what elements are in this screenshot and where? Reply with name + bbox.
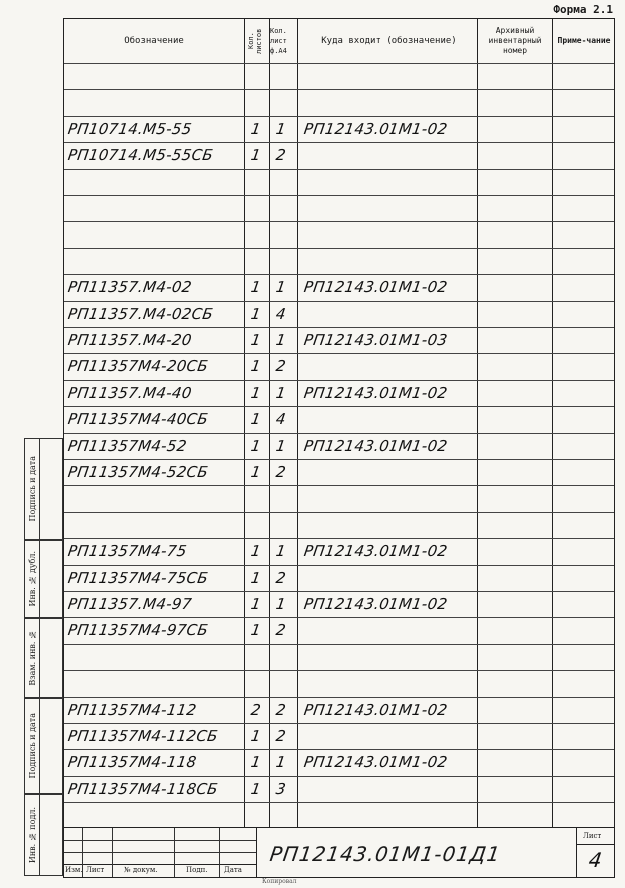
header-sheets-count: Кол. листов: [247, 28, 263, 54]
cell-designation: РП11357М4-97СБ: [66, 621, 210, 640]
row-separator: [64, 248, 614, 249]
cell-designation: РП11357.М4-20: [66, 331, 193, 349]
cell-sheets: 1: [249, 436, 263, 455]
side-stamp-block: [24, 618, 40, 698]
cell-sheets-a4: 2: [274, 146, 288, 165]
register-table: [63, 18, 615, 828]
cell-sheets-a4: 4: [274, 410, 288, 429]
side-stamp-label: Подпись и дата: [27, 713, 37, 779]
cell-sheets: 1: [249, 383, 263, 402]
cell-designation: РП11357М4-20СБ: [66, 357, 210, 376]
row-separator: [64, 512, 614, 513]
tb-date: Дата: [224, 866, 242, 874]
cell-designation: РП11357М4-112СБ: [66, 727, 220, 745]
header-designation: Обозначение: [124, 36, 184, 46]
side-stamp-label: Инв. № дубл.: [27, 551, 37, 607]
cell-sheets-a4: 1: [274, 383, 288, 402]
row-separator: [64, 406, 614, 407]
cell-where-used: РП12143.01М1-02: [302, 436, 449, 455]
cell-designation: РП11357М4-118СБ: [66, 779, 220, 798]
cell-designation: РП11357.М4-97: [66, 595, 193, 613]
cell-designation: РП11357.М4-40: [66, 383, 193, 402]
tb-izm: Изм.: [65, 866, 83, 874]
row-separator: [64, 301, 614, 302]
row-separator: [64, 617, 614, 618]
cell-where-used: РП12143.01М1-02: [302, 119, 449, 138]
cell-sheets: 1: [249, 727, 263, 745]
cell-where-used: РП12143.01М1-02: [302, 383, 449, 402]
cell-sheets-a4: 1: [274, 753, 288, 772]
row-separator: [64, 802, 614, 803]
side-stamp-block: [24, 794, 40, 876]
header-archive: Архивный инвентарный номер: [488, 26, 542, 55]
cell-sheets: 1: [249, 119, 263, 138]
side-stamp-label: Взам. инв. №: [27, 630, 37, 686]
cell-sheets: 1: [249, 753, 263, 772]
tb-doc: № докум.: [124, 866, 158, 874]
row-separator: [64, 195, 614, 196]
cell-sheets: 1: [249, 779, 263, 798]
row-separator: [64, 644, 614, 645]
header-note: Приме-чание: [557, 36, 611, 45]
cell-where-used: РП12143.01М1-02: [302, 595, 449, 613]
cell-sheets-a4: 2: [274, 568, 288, 587]
row-separator: [64, 380, 614, 381]
cell-where-used: РП12143.01М1-02: [302, 542, 449, 561]
row-separator: [64, 776, 614, 777]
side-stamp-block: [24, 698, 40, 794]
row-separator: [64, 723, 614, 724]
cell-sheets-a4: 1: [274, 278, 288, 297]
row-separator: [64, 565, 614, 566]
row-separator: [64, 274, 614, 275]
cell-sheets-a4: 1: [274, 119, 288, 138]
cell-sheets: 1: [249, 595, 263, 613]
cell-where-used: РП12143.01М1-02: [302, 700, 449, 719]
tb-sign: Подп.: [186, 866, 208, 874]
cell-sheets: 1: [249, 278, 263, 297]
cell-sheets-a4: 1: [274, 595, 288, 613]
cell-sheets-a4: 3: [274, 779, 288, 798]
row-separator: [64, 433, 614, 434]
cell-designation: РП11357М4-112: [66, 700, 198, 719]
cell-designation: РП11357М4-52СБ: [66, 463, 210, 481]
row-separator: [64, 353, 614, 354]
form-label: Форма 2.1: [553, 3, 613, 16]
row-separator: [64, 169, 614, 170]
cell-designation: РП11357М4-118: [66, 753, 198, 772]
cell-sheets-a4: 1: [274, 542, 288, 561]
cell-designation: РП11357.М4-02СБ: [66, 304, 215, 323]
row-separator: [64, 538, 614, 539]
cell-sheets-a4: 2: [274, 621, 288, 640]
cell-designation: РП11357М4-52: [66, 436, 188, 455]
cell-where-used: РП12143.01М1-02: [302, 278, 449, 297]
cell-sheets: 1: [249, 304, 263, 323]
side-stamp-label: Инв. № подл.: [27, 806, 37, 864]
cell-sheets: 1: [249, 331, 263, 349]
cell-designation: РП11357М4-75: [66, 542, 188, 561]
side-stamp-block: [24, 438, 40, 540]
cell-sheets: 1: [249, 410, 263, 429]
tb-sheet-number: 4: [587, 848, 604, 872]
row-separator: [64, 697, 614, 698]
row-separator: [64, 670, 614, 671]
header-where-used: Куда входит (обозначение): [321, 36, 457, 46]
cell-where-used: РП12143.01М1-03: [302, 331, 449, 349]
row-separator: [64, 459, 614, 460]
cell-where-used: РП12143.01М1-02: [302, 753, 449, 772]
row-separator: [64, 116, 614, 117]
row-separator: [64, 591, 614, 592]
row-separator: [64, 142, 614, 143]
cell-sheets-a4: 2: [274, 727, 288, 745]
cell-designation: РП11357.М4-02: [66, 278, 193, 297]
cell-designation: РП10714.М5-55: [66, 119, 193, 138]
row-separator: [64, 485, 614, 486]
side-stamp-block: [24, 540, 40, 618]
cell-sheets: 2: [249, 700, 263, 719]
side-stamp-label: Подпись и дата: [27, 456, 37, 522]
cell-sheets-a4: 2: [274, 700, 288, 719]
cell-sheets: 1: [249, 146, 263, 165]
cell-sheets: 1: [249, 463, 263, 481]
row-separator: [64, 749, 614, 750]
cell-sheets-a4: 4: [274, 304, 288, 323]
row-separator: [64, 63, 614, 64]
cell-sheets-a4: 1: [274, 331, 288, 349]
header-sheets-a4: Кол. лист ф.А4: [270, 27, 287, 55]
tb-sheet-label: Лист: [583, 832, 602, 840]
cell-designation: РП11357М4-40СБ: [66, 410, 210, 429]
document-number: РП12143.01М1-01Д1: [268, 842, 503, 866]
cell-sheets: 1: [249, 568, 263, 587]
cell-sheets: 1: [249, 542, 263, 561]
cell-designation: РП10714.М5-55СБ: [66, 146, 215, 165]
row-separator: [64, 327, 614, 328]
cell-designation: РП11357М4-75СБ: [66, 568, 210, 587]
row-separator: [64, 89, 614, 90]
cell-sheets: 1: [249, 621, 263, 640]
cell-sheets: 1: [249, 357, 263, 376]
cell-sheets-a4: 1: [274, 436, 288, 455]
cell-sheets-a4: 2: [274, 357, 288, 376]
tb-list: Лист: [86, 866, 105, 874]
cell-sheets-a4: 2: [274, 463, 288, 481]
copied-label: Копировал: [262, 878, 297, 885]
row-separator: [64, 221, 614, 222]
